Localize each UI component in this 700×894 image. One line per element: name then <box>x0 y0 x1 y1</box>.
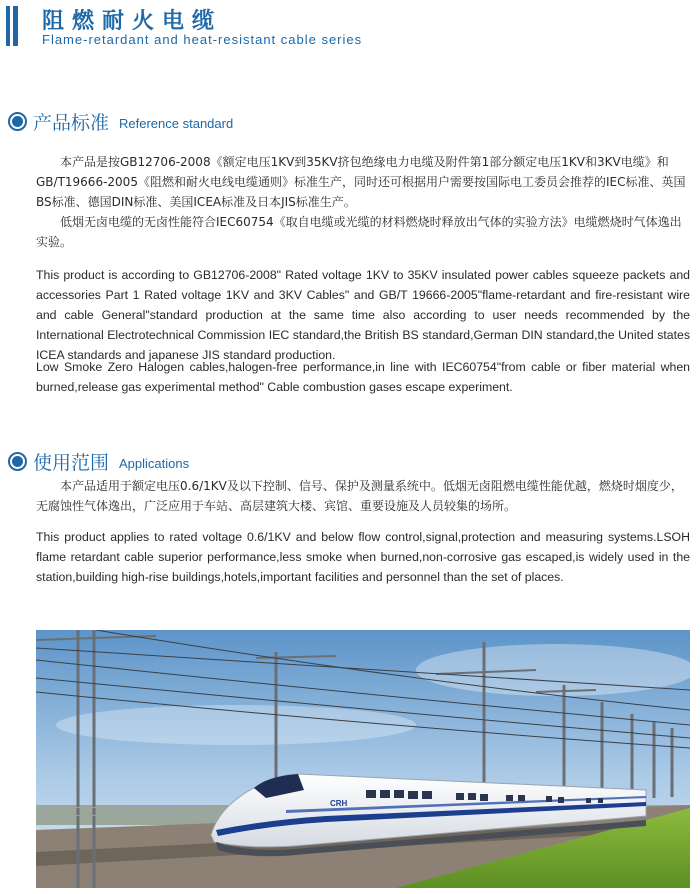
section-title-en: Reference standard <box>119 115 234 131</box>
applications-en-paragraph: This product applies to rated voltage 0.6/1KV and below flow control,signal,protection and measuring systems.LSOH flame retardant cable superior performance,less smoke when burned,non-corrosive gas escaped,is widely used in the station,building high-rise buildings,hotels,important facilities and personnel than the set of places. <box>36 530 690 584</box>
section-title-zh: 产品标准 <box>33 111 110 134</box>
header-bar-thin <box>6 6 10 46</box>
reference-zh-paragraph-1: 本产品是按GB12706-2008《额定电压1KV到35KV挤包绝缘电力电缆及附件第1部分额定电压1KV和3KV电缆》和GB/T19666-2005《阻燃和耐火电线电缆通则》标准生产，同时还可根据用户需要按国际电工委员会推荐的IEC标准、英国BS标准、德国DIN标准、美国ICEA标准及日本JIS标准生产。 <box>36 155 686 209</box>
section-title-zh: 使用范围 <box>33 451 110 474</box>
applications-zh-paragraph: 本产品适用于额定电压0.6/1KV及以下控制、信号、保护及测量系统中。低烟无卤阻燃电缆性能优越，燃烧时烟度少，无腐蚀性气体逸出，广泛应用于车站、高层建筑大楼、宾馆、重要设施及人员较集的场所。 <box>36 479 683 513</box>
high-speed-train-photo <box>36 630 690 888</box>
train-logo: CRH <box>330 799 348 808</box>
section-title-en: Applications <box>119 455 190 471</box>
bullet-circle-icon <box>8 112 27 131</box>
section-heading-applications <box>8 448 189 474</box>
reference-zh-paragraph-2: 低烟无卤电缆的无卤性能符合IEC60754《取自电缆或光缆的材料燃烧时释放出气体的实验方法》电缆燃烧时气体逸出实验。 <box>36 215 682 249</box>
reference-en-paragraph-1: This product is according to GB12706-2008" Rated voltage 1KV to 35KV insulated power cables squeeze packets and accessories Part 1 Rated voltage 1KV and 3KV Cables" and GB/T 19666-2005"flame-retardant and fire-resistant wire and cable General"standard production at the same time also according to user needs recommended by the International Electrotechnical Commission IEC standard,the British BS standard,German DIN standard,the United states ICEA standards and japanese JIS standard production. <box>36 268 690 362</box>
section-heading-reference <box>8 108 233 134</box>
page-subtitle: Flame-retardant and heat-resistant cable series <box>42 32 363 47</box>
reference-en-paragraph-2: Low Smoke Zero Halogen cables,halogen-free performance,in line with IEC60754"from cable or fiber material when burned,release gas experimental method" Cable combustion gases escape experiment. <box>36 360 690 394</box>
page-title: 阻燃耐火电缆 <box>42 9 223 34</box>
header-bar-thick <box>13 6 18 46</box>
bullet-circle-icon <box>8 452 27 471</box>
page-header <box>0 0 700 56</box>
